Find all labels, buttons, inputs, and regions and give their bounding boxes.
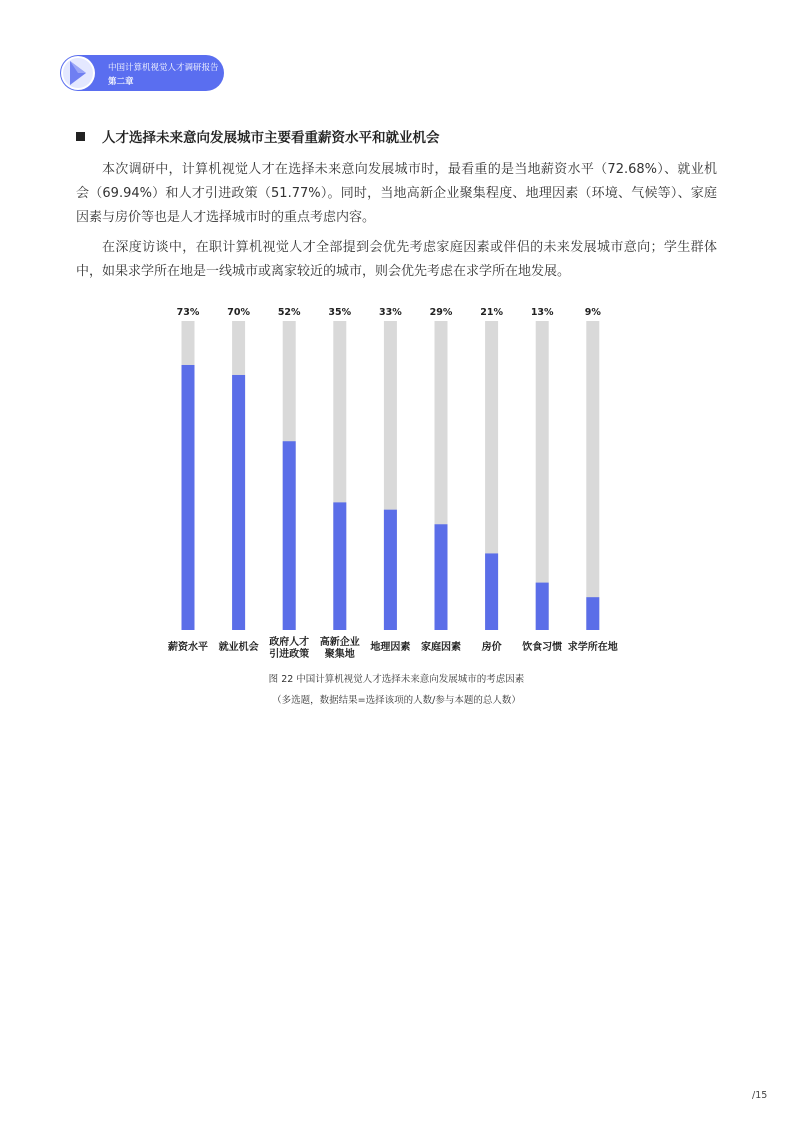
data-label: 29%	[429, 307, 453, 318]
bar	[536, 583, 549, 630]
page-number: /15	[752, 1090, 768, 1101]
section-heading	[76, 126, 440, 146]
data-label: 52%	[277, 307, 301, 318]
bar	[586, 597, 599, 630]
bar-track	[182, 321, 195, 630]
bar-track	[333, 321, 346, 630]
category-label: 地理因素	[370, 642, 411, 653]
bar-track	[435, 321, 448, 630]
chevron-right-icon	[60, 55, 100, 91]
data-label: 13%	[530, 307, 554, 318]
category-label: 聚集地	[324, 649, 355, 660]
bar	[283, 441, 296, 630]
category-label: 高新企业	[319, 637, 360, 648]
bar-track	[232, 321, 245, 630]
category-label: 政府人才	[269, 637, 310, 648]
bar	[384, 510, 397, 630]
category-label: 房价	[481, 642, 502, 653]
category-label: 求学所在地	[567, 642, 618, 653]
report-header-badge	[60, 55, 224, 91]
chapter-label: 第二章	[108, 77, 134, 87]
bar	[485, 553, 498, 630]
data-label: 73%	[176, 307, 200, 318]
data-label: 35%	[328, 307, 352, 318]
bar-track	[384, 321, 397, 630]
section-heading-text: 人才选择未来意向发展城市主要看重薪资水平和就业机会	[102, 130, 440, 146]
category-label: 薪资水平	[168, 642, 208, 653]
report-title: 中国计算机视觉人才调研报告	[108, 63, 219, 73]
bar	[333, 502, 346, 630]
data-label: 70%	[227, 307, 250, 318]
bar-track	[536, 321, 549, 630]
data-label: 9%	[584, 307, 601, 318]
bar	[435, 524, 448, 630]
paragraph: 本次调研中，计算机视觉人才在选择未来意向发展城市时，最看重的是当地薪资水平（72.68%）、就业机会（69.94%）和人才引进政策（51.77%）。同时，当地高新企业聚集程度、地理因素（环境、气候等）、家庭因素与房价等也是人才选择城市时的重点考虑内容。	[76, 162, 717, 225]
data-label: 33%	[379, 307, 402, 318]
category-label: 饮食习惯	[522, 642, 563, 653]
category-label: 家庭因素	[421, 642, 461, 653]
bar	[182, 365, 195, 630]
category-label: 引进政策	[269, 649, 310, 660]
bar	[232, 375, 245, 630]
data-label: 21%	[480, 307, 503, 318]
bar-track	[485, 321, 498, 630]
figure-caption-note: （多选题，数据结果=选择该项的人数/参与本题的总人数）	[272, 695, 521, 706]
bar-track	[283, 321, 296, 630]
bar-track	[586, 321, 599, 630]
category-label: 就业机会	[218, 642, 259, 653]
square-icon	[76, 132, 85, 141]
figure-caption: 图 22 中国计算机视觉人才选择未来意向发展城市的考虑因素	[268, 674, 525, 685]
paragraph: 在深度访谈中，在职计算机视觉人才全部提到会优先考虑家庭因素或伴侣的未来发展城市意向；学生群体中，如果求学所在地是一线城市或离家较近的城市，则会优先考虑在求学所在地发展。	[76, 240, 717, 279]
